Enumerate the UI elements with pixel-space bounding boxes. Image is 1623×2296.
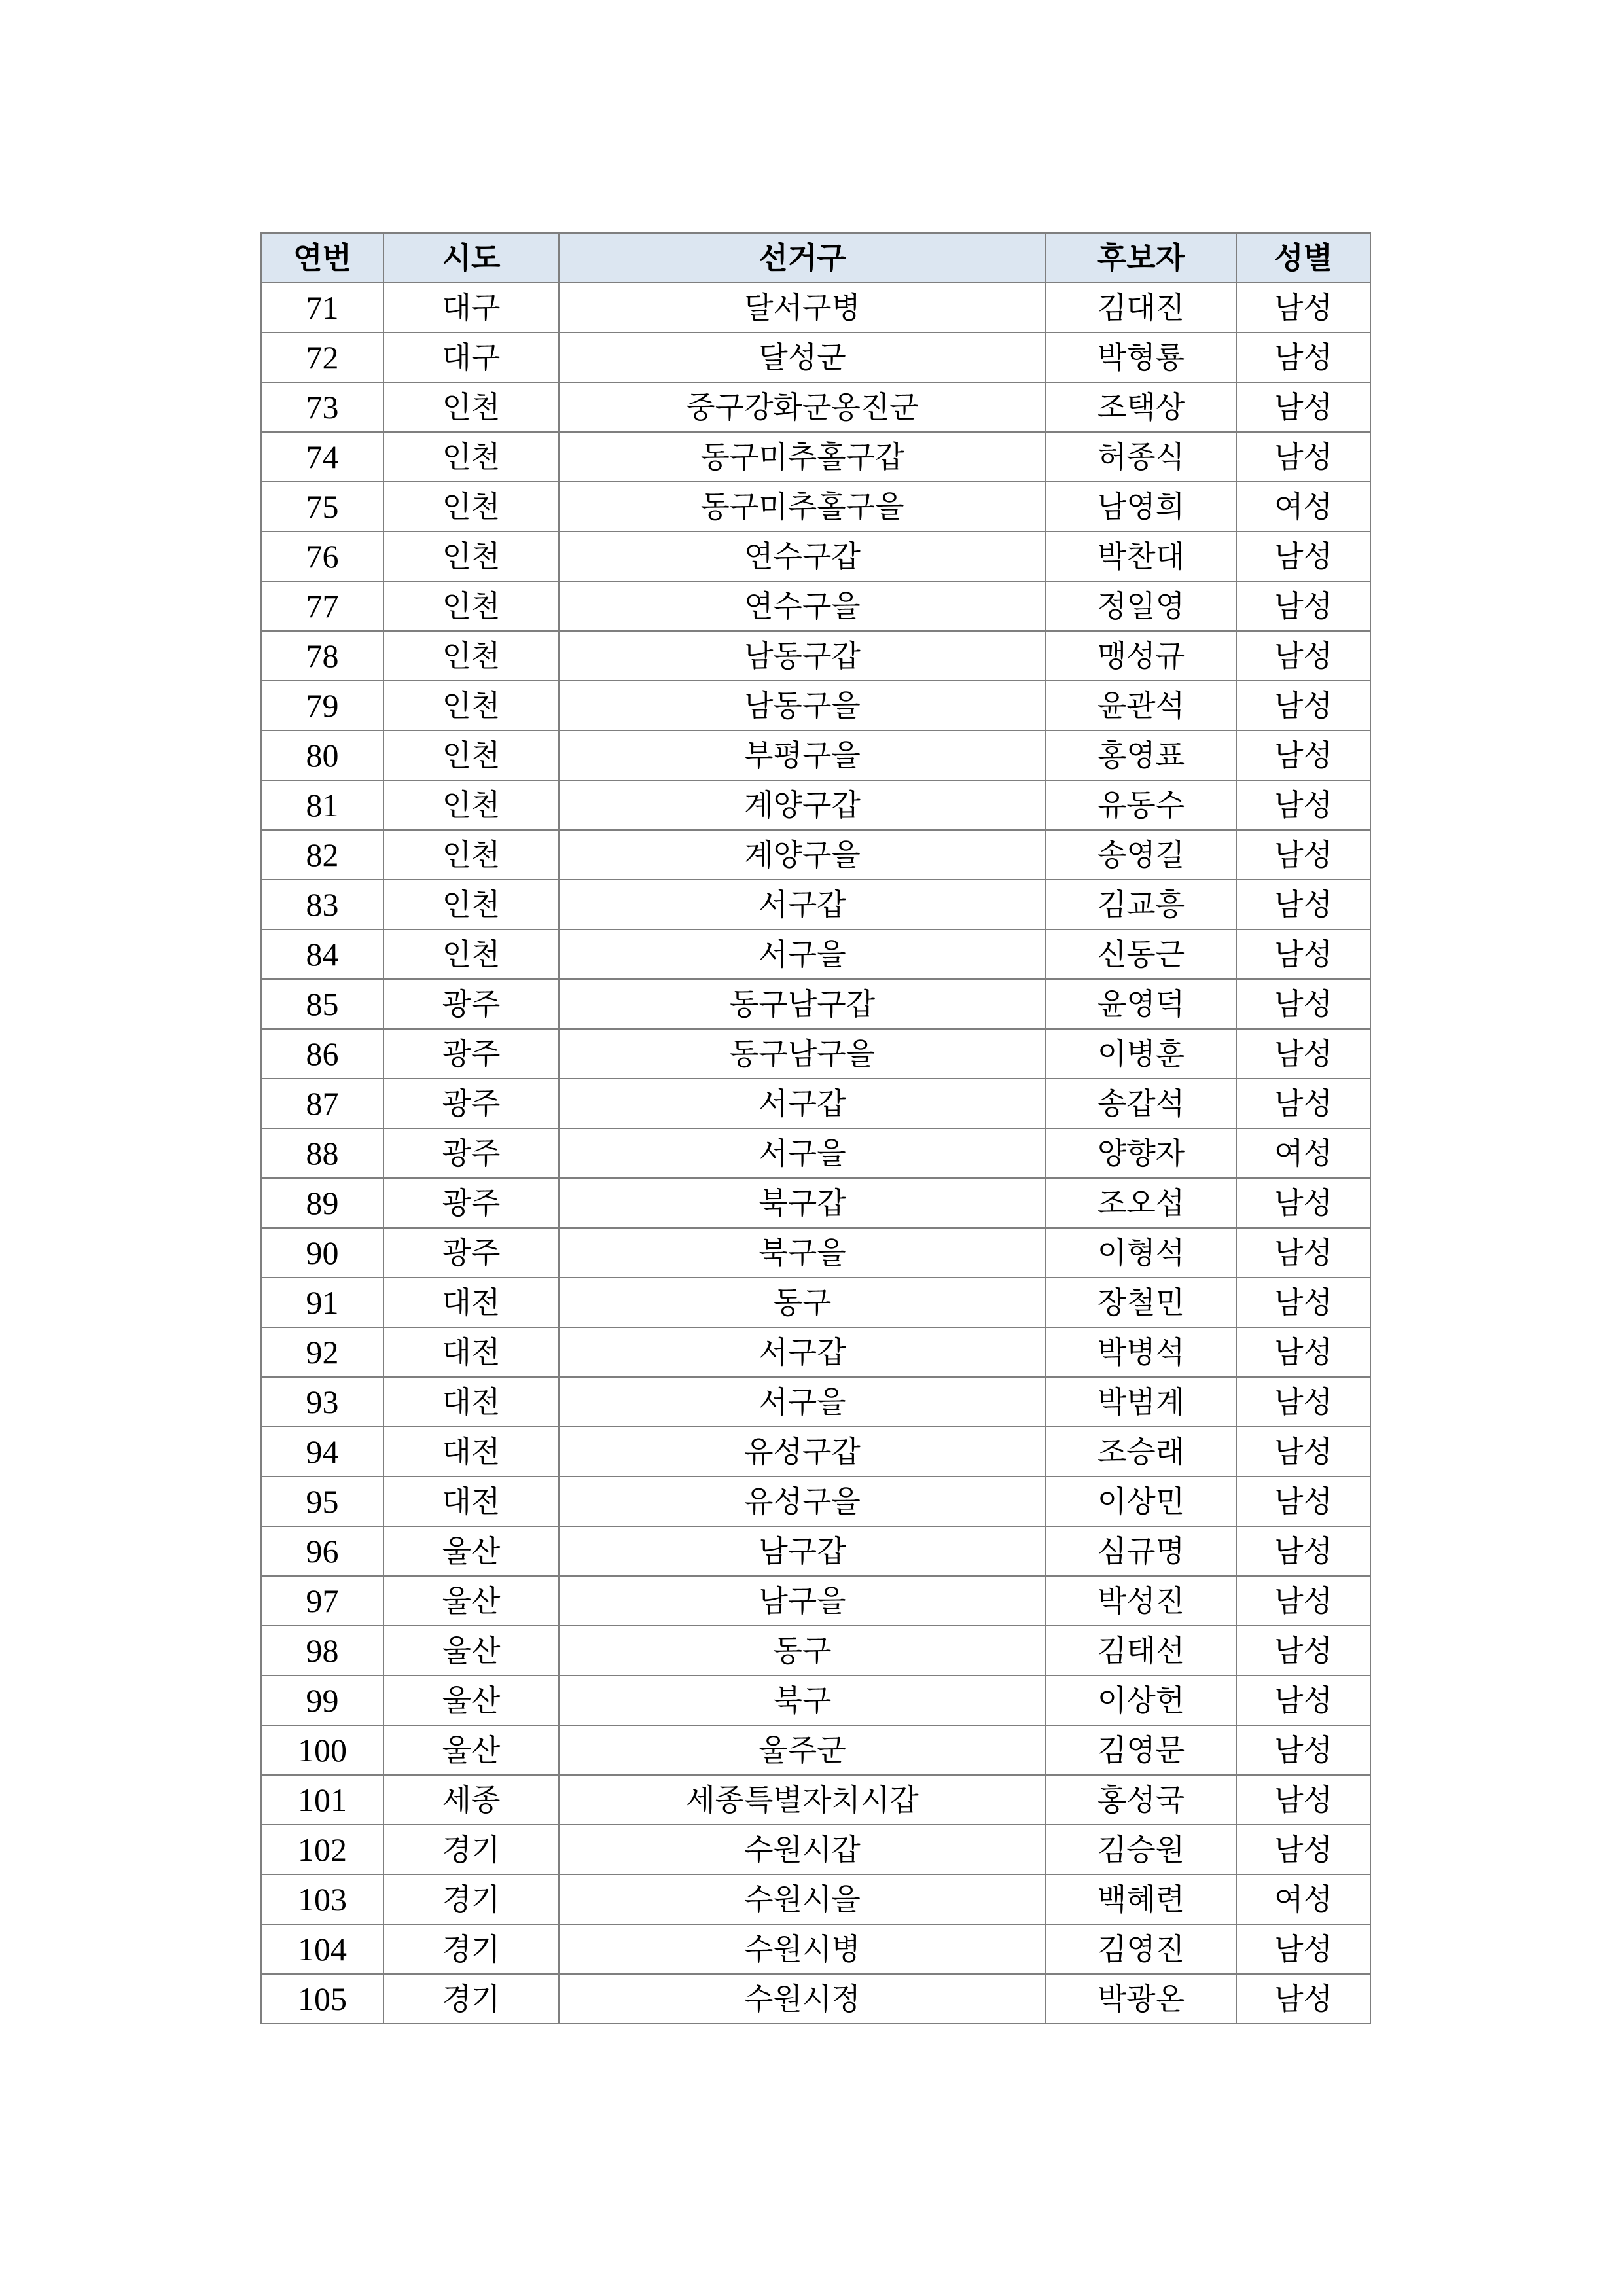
header-constituency: 선거구 xyxy=(559,233,1046,283)
province-cell: 광주 xyxy=(383,1029,559,1079)
table-row xyxy=(261,1775,1370,1825)
candidate-cell: 이형석 xyxy=(1046,1228,1236,1278)
constituency-cell: 달성군 xyxy=(559,332,1046,382)
serial-number-cell: 75 xyxy=(261,482,383,531)
serial-number-cell: 94 xyxy=(261,1427,383,1477)
province-cell: 울산 xyxy=(383,1676,559,1725)
table-row xyxy=(261,1874,1370,1924)
constituency-cell: 달서구병 xyxy=(559,283,1046,332)
serial-number-cell: 88 xyxy=(261,1128,383,1178)
gender-cell: 남성 xyxy=(1236,1626,1370,1676)
gender-cell: 남성 xyxy=(1236,1029,1370,1079)
province-cell: 울산 xyxy=(383,1576,559,1626)
gender-cell: 남성 xyxy=(1236,1526,1370,1576)
gender-cell: 남성 xyxy=(1236,1974,1370,2024)
gender-cell: 남성 xyxy=(1236,681,1370,730)
province-cell: 인천 xyxy=(383,631,559,681)
gender-cell: 남성 xyxy=(1236,581,1370,631)
table-row xyxy=(261,1924,1370,1974)
gender-cell: 남성 xyxy=(1236,1825,1370,1874)
gender-cell: 남성 xyxy=(1236,830,1370,880)
candidate-cell: 남영희 xyxy=(1046,482,1236,531)
gender-cell: 남성 xyxy=(1236,1327,1370,1377)
serial-number-cell: 90 xyxy=(261,1228,383,1278)
constituency-cell: 수원시갑 xyxy=(559,1825,1046,1874)
candidate-cell: 백혜련 xyxy=(1046,1874,1236,1924)
table-row xyxy=(261,581,1370,631)
serial-number-cell: 71 xyxy=(261,283,383,332)
province-cell: 인천 xyxy=(383,482,559,531)
constituency-cell: 남구갑 xyxy=(559,1526,1046,1576)
constituency-cell: 남동구을 xyxy=(559,681,1046,730)
serial-number-cell: 95 xyxy=(261,1477,383,1526)
table-row xyxy=(261,681,1370,730)
constituency-cell: 서구갑 xyxy=(559,1327,1046,1377)
table-row xyxy=(261,730,1370,780)
gender-cell: 남성 xyxy=(1236,531,1370,581)
candidate-cell: 송갑석 xyxy=(1046,1079,1236,1128)
serial-number-cell: 101 xyxy=(261,1775,383,1825)
gender-cell: 남성 xyxy=(1236,730,1370,780)
table-row xyxy=(261,1079,1370,1128)
constituency-cell: 남동구갑 xyxy=(559,631,1046,681)
candidate-cell: 박성진 xyxy=(1046,1576,1236,1626)
province-cell: 인천 xyxy=(383,730,559,780)
candidate-cell: 김태선 xyxy=(1046,1626,1236,1676)
serial-number-cell: 78 xyxy=(261,631,383,681)
candidate-cell: 장철민 xyxy=(1046,1278,1236,1327)
gender-cell: 남성 xyxy=(1236,1924,1370,1974)
gender-cell: 남성 xyxy=(1236,780,1370,830)
constituency-cell: 동구 xyxy=(559,1626,1046,1676)
table-row xyxy=(261,1725,1370,1775)
table-row xyxy=(261,780,1370,830)
candidate-cell: 박찬대 xyxy=(1046,531,1236,581)
serial-number-cell: 73 xyxy=(261,382,383,432)
candidate-cell: 이상헌 xyxy=(1046,1676,1236,1725)
serial-number-cell: 87 xyxy=(261,1079,383,1128)
constituency-cell: 서구을 xyxy=(559,1128,1046,1178)
table-row xyxy=(261,1576,1370,1626)
province-cell: 대구 xyxy=(383,332,559,382)
gender-cell: 남성 xyxy=(1236,880,1370,929)
serial-number-cell: 105 xyxy=(261,1974,383,2024)
table-row xyxy=(261,382,1370,432)
gender-cell: 남성 xyxy=(1236,631,1370,681)
constituency-cell: 북구갑 xyxy=(559,1178,1046,1228)
table-row xyxy=(261,1676,1370,1725)
serial-number-cell: 100 xyxy=(261,1725,383,1775)
province-cell: 광주 xyxy=(383,1079,559,1128)
table-body xyxy=(261,283,1370,2024)
gender-cell: 남성 xyxy=(1236,1278,1370,1327)
gender-cell: 여성 xyxy=(1236,482,1370,531)
province-cell: 대구 xyxy=(383,283,559,332)
province-cell: 인천 xyxy=(383,929,559,979)
candidate-cell: 김대진 xyxy=(1046,283,1236,332)
serial-number-cell: 77 xyxy=(261,581,383,631)
province-cell: 대전 xyxy=(383,1327,559,1377)
province-cell: 울산 xyxy=(383,1626,559,1676)
serial-number-cell: 93 xyxy=(261,1377,383,1427)
table-row xyxy=(261,830,1370,880)
candidate-table-container xyxy=(260,232,1370,2024)
gender-cell: 남성 xyxy=(1236,1676,1370,1725)
table-row xyxy=(261,1825,1370,1874)
header-serial-number: 연번 xyxy=(261,233,383,283)
constituency-cell: 계양구갑 xyxy=(559,780,1046,830)
serial-number-cell: 83 xyxy=(261,880,383,929)
province-cell: 인천 xyxy=(383,830,559,880)
candidate-cell: 홍영표 xyxy=(1046,730,1236,780)
constituency-cell: 서구갑 xyxy=(559,880,1046,929)
constituency-cell: 중구강화군옹진군 xyxy=(559,382,1046,432)
province-cell: 대전 xyxy=(383,1377,559,1427)
province-cell: 인천 xyxy=(383,382,559,432)
candidate-cell: 심규명 xyxy=(1046,1526,1236,1576)
candidate-cell: 신동근 xyxy=(1046,929,1236,979)
constituency-cell: 동구남구을 xyxy=(559,1029,1046,1079)
candidate-cell: 송영길 xyxy=(1046,830,1236,880)
table-header xyxy=(261,233,1370,283)
table-row xyxy=(261,1278,1370,1327)
candidate-cell: 이병훈 xyxy=(1046,1029,1236,1079)
constituency-cell: 북구을 xyxy=(559,1228,1046,1278)
gender-cell: 남성 xyxy=(1236,1079,1370,1128)
serial-number-cell: 82 xyxy=(261,830,383,880)
serial-number-cell: 92 xyxy=(261,1327,383,1377)
province-cell: 인천 xyxy=(383,432,559,482)
province-cell: 대전 xyxy=(383,1427,559,1477)
candidate-cell: 김교흥 xyxy=(1046,880,1236,929)
province-cell: 인천 xyxy=(383,780,559,830)
serial-number-cell: 81 xyxy=(261,780,383,830)
serial-number-cell: 85 xyxy=(261,979,383,1029)
gender-cell: 남성 xyxy=(1236,432,1370,482)
constituency-cell: 연수구갑 xyxy=(559,531,1046,581)
table-row xyxy=(261,1128,1370,1178)
serial-number-cell: 104 xyxy=(261,1924,383,1974)
constituency-cell: 유성구갑 xyxy=(559,1427,1046,1477)
serial-number-cell: 102 xyxy=(261,1825,383,1874)
province-cell: 대전 xyxy=(383,1477,559,1526)
serial-number-cell: 72 xyxy=(261,332,383,382)
constituency-cell: 남구을 xyxy=(559,1576,1046,1626)
gender-cell: 남성 xyxy=(1236,332,1370,382)
table-row xyxy=(261,1626,1370,1676)
serial-number-cell: 99 xyxy=(261,1676,383,1725)
candidate-cell: 박형룡 xyxy=(1046,332,1236,382)
constituency-cell: 울주군 xyxy=(559,1725,1046,1775)
constituency-cell: 서구갑 xyxy=(559,1079,1046,1128)
candidate-cell: 김영문 xyxy=(1046,1725,1236,1775)
constituency-cell: 수원시정 xyxy=(559,1974,1046,2024)
candidate-cell: 조오섭 xyxy=(1046,1178,1236,1228)
serial-number-cell: 97 xyxy=(261,1576,383,1626)
serial-number-cell: 103 xyxy=(261,1874,383,1924)
gender-cell: 남성 xyxy=(1236,1377,1370,1427)
table-row xyxy=(261,1029,1370,1079)
gender-cell: 남성 xyxy=(1236,1427,1370,1477)
province-cell: 경기 xyxy=(383,1974,559,2024)
candidate-cell: 박광온 xyxy=(1046,1974,1236,2024)
candidate-cell: 박병석 xyxy=(1046,1327,1236,1377)
candidate-cell: 허종식 xyxy=(1046,432,1236,482)
candidate-cell: 홍성국 xyxy=(1046,1775,1236,1825)
table-row xyxy=(261,1526,1370,1576)
candidate-cell: 윤관석 xyxy=(1046,681,1236,730)
table-row xyxy=(261,929,1370,979)
table-row xyxy=(261,1228,1370,1278)
province-cell: 대전 xyxy=(383,1278,559,1327)
gender-cell: 남성 xyxy=(1236,1477,1370,1526)
table-row xyxy=(261,1178,1370,1228)
gender-cell: 남성 xyxy=(1236,1725,1370,1775)
province-cell: 인천 xyxy=(383,681,559,730)
constituency-cell: 부평구을 xyxy=(559,730,1046,780)
candidate-cell: 윤영덕 xyxy=(1046,979,1236,1029)
province-cell: 인천 xyxy=(383,581,559,631)
gender-cell: 남성 xyxy=(1236,1576,1370,1626)
table-row xyxy=(261,880,1370,929)
constituency-cell: 동구미추홀구갑 xyxy=(559,432,1046,482)
candidate-cell: 양향자 xyxy=(1046,1128,1236,1178)
province-cell: 인천 xyxy=(383,531,559,581)
gender-cell: 남성 xyxy=(1236,1228,1370,1278)
candidate-cell: 이상민 xyxy=(1046,1477,1236,1526)
candidate-cell: 조승래 xyxy=(1046,1427,1236,1477)
serial-number-cell: 84 xyxy=(261,929,383,979)
header-candidate: 후보자 xyxy=(1046,233,1236,283)
province-cell: 울산 xyxy=(383,1725,559,1775)
province-cell: 경기 xyxy=(383,1874,559,1924)
serial-number-cell: 96 xyxy=(261,1526,383,1576)
table-row xyxy=(261,1327,1370,1377)
candidate-cell: 맹성규 xyxy=(1046,631,1236,681)
gender-cell: 남성 xyxy=(1236,1775,1370,1825)
candidate-cell: 박범계 xyxy=(1046,1377,1236,1427)
constituency-cell: 연수구을 xyxy=(559,581,1046,631)
candidate-cell: 유동수 xyxy=(1046,780,1236,830)
table-row xyxy=(261,1377,1370,1427)
serial-number-cell: 89 xyxy=(261,1178,383,1228)
candidate-cell: 조택상 xyxy=(1046,382,1236,432)
gender-cell: 남성 xyxy=(1236,283,1370,332)
table-row xyxy=(261,482,1370,531)
serial-number-cell: 74 xyxy=(261,432,383,482)
province-cell: 광주 xyxy=(383,1178,559,1228)
serial-number-cell: 91 xyxy=(261,1278,383,1327)
header-province: 시도 xyxy=(383,233,559,283)
gender-cell: 남성 xyxy=(1236,929,1370,979)
gender-cell: 여성 xyxy=(1236,1128,1370,1178)
header-row xyxy=(261,233,1370,283)
constituency-cell: 유성구을 xyxy=(559,1477,1046,1526)
table-row xyxy=(261,631,1370,681)
table-row xyxy=(261,531,1370,581)
table-row xyxy=(261,979,1370,1029)
serial-number-cell: 86 xyxy=(261,1029,383,1079)
province-cell: 세종 xyxy=(383,1775,559,1825)
candidate-cell: 정일영 xyxy=(1046,581,1236,631)
constituency-cell: 서구을 xyxy=(559,1377,1046,1427)
constituency-cell: 계양구을 xyxy=(559,830,1046,880)
table-row xyxy=(261,1477,1370,1526)
constituency-cell: 수원시을 xyxy=(559,1874,1046,1924)
province-cell: 광주 xyxy=(383,979,559,1029)
province-cell: 경기 xyxy=(383,1825,559,1874)
province-cell: 인천 xyxy=(383,880,559,929)
candidate-cell: 김승원 xyxy=(1046,1825,1236,1874)
table-row xyxy=(261,1427,1370,1477)
candidate-cell: 김영진 xyxy=(1046,1924,1236,1974)
constituency-cell: 세종특별자치시갑 xyxy=(559,1775,1046,1825)
gender-cell: 남성 xyxy=(1236,1178,1370,1228)
serial-number-cell: 76 xyxy=(261,531,383,581)
constituency-cell: 동구미추홀구을 xyxy=(559,482,1046,531)
header-gender: 성별 xyxy=(1236,233,1370,283)
serial-number-cell: 98 xyxy=(261,1626,383,1676)
constituency-cell: 서구을 xyxy=(559,929,1046,979)
gender-cell: 여성 xyxy=(1236,1874,1370,1924)
province-cell: 경기 xyxy=(383,1924,559,1974)
serial-number-cell: 79 xyxy=(261,681,383,730)
candidate-table xyxy=(260,232,1371,2024)
serial-number-cell: 80 xyxy=(261,730,383,780)
gender-cell: 남성 xyxy=(1236,382,1370,432)
constituency-cell: 수원시병 xyxy=(559,1924,1046,1974)
table-row xyxy=(261,1974,1370,2024)
table-row xyxy=(261,432,1370,482)
constituency-cell: 북구 xyxy=(559,1676,1046,1725)
province-cell: 광주 xyxy=(383,1128,559,1178)
province-cell: 울산 xyxy=(383,1526,559,1576)
province-cell: 광주 xyxy=(383,1228,559,1278)
constituency-cell: 동구남구갑 xyxy=(559,979,1046,1029)
gender-cell: 남성 xyxy=(1236,979,1370,1029)
table-row xyxy=(261,283,1370,332)
table-row xyxy=(261,332,1370,382)
constituency-cell: 동구 xyxy=(559,1278,1046,1327)
